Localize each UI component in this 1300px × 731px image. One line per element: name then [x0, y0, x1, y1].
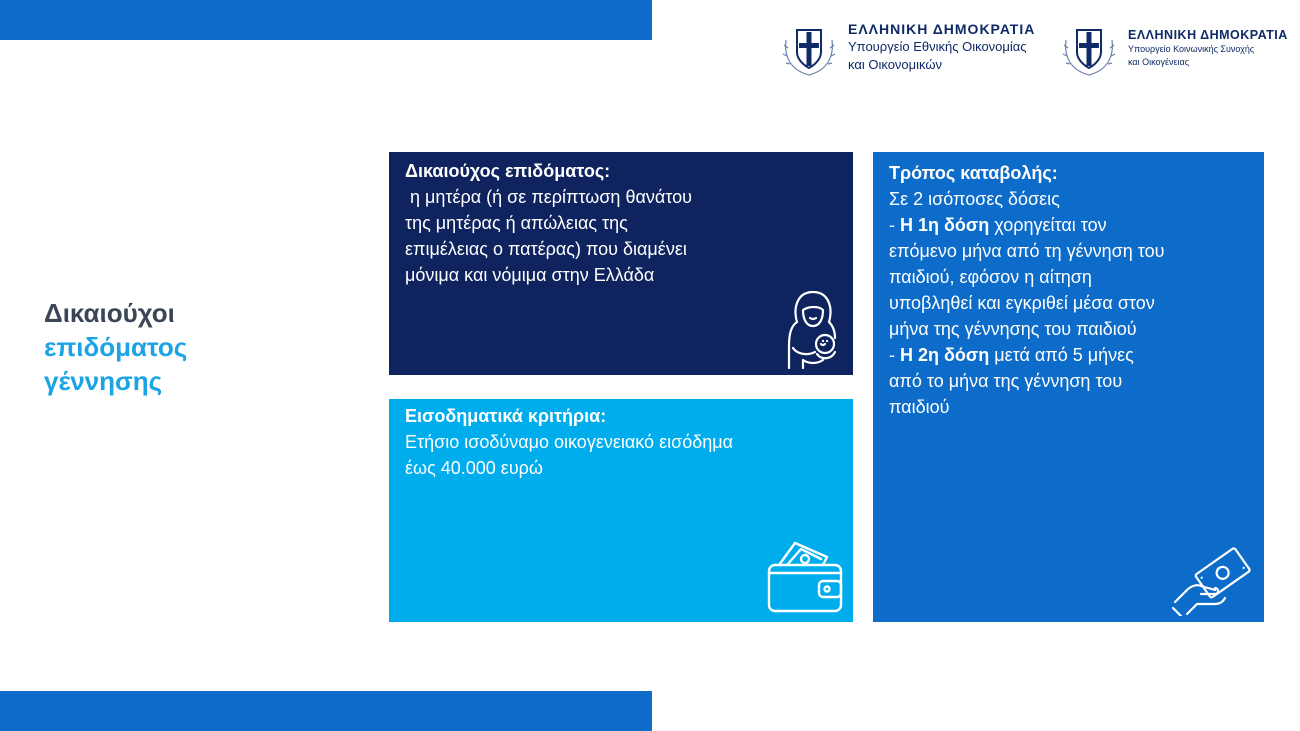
bottom-accent-bar	[0, 691, 652, 731]
first-installment-text: χορηγείται τον	[989, 215, 1107, 235]
first-installment-label: Η 1η δόση	[900, 215, 990, 235]
second-prefix: -	[889, 345, 900, 365]
page-title	[44, 296, 187, 398]
title-line-3: γέννησης	[44, 366, 163, 396]
logo1-country: ΕΛΛΗΝΙΚΗ ΔΗΜΟΚΡΑΤΙΑ	[848, 21, 1036, 37]
payment-method-card	[873, 152, 1264, 622]
beneficiary-card	[389, 152, 853, 375]
income-criteria-card	[389, 399, 853, 622]
income-title: Εισοδηματικά κριτήρια:	[405, 406, 607, 426]
beneficiary-line: μόνιμα και νόμιμα στην Ελλάδα	[405, 265, 655, 285]
first-prefix: -	[889, 215, 900, 235]
payment-line: μήνα της γέννησης του παιδιού	[889, 319, 1137, 339]
income-line: έως 40.000 ευρώ	[405, 458, 543, 478]
logo2-ministry-cont: και Οικογένειας	[1128, 57, 1190, 67]
logo1-ministry-cont: και Οικονομικών	[848, 57, 943, 72]
logo2-country: ΕΛΛΗΝΙΚΗ ΔΗΜΟΚΡΑΤΙΑ	[1128, 28, 1288, 42]
payment-line: επόμενο μήνα από τη γέννηση του	[889, 241, 1165, 261]
beneficiary-line: επιμέλειας ο πατέρας) που διαμένει	[405, 239, 687, 259]
ministry-economy-logo	[780, 18, 1035, 78]
hand-money-icon	[1171, 544, 1255, 616]
top-accent-bar	[0, 0, 652, 40]
payment-title: Τρόπος καταβολής:	[889, 163, 1058, 183]
title-line-1: Δικαιούχοι	[44, 298, 175, 328]
payment-line: παιδιού, εφόσον η αίτηση	[889, 267, 1092, 287]
beneficiary-title: Δικαιούχος επιδόματος:	[405, 161, 611, 181]
logo2-ministry: Υπουργείο Κοινωνικής Συνοχής	[1128, 44, 1255, 54]
greek-emblem-icon	[1060, 18, 1118, 78]
beneficiary-line: της μητέρας ή απώλειας της	[405, 213, 628, 233]
payment-first-installment	[889, 212, 1248, 238]
second-installment-label: Η 2η δόση	[900, 345, 990, 365]
mother-baby-icon	[783, 288, 843, 370]
payment-second-installment	[889, 342, 1248, 368]
second-installment-text: μετά από 5 μήνες	[989, 345, 1134, 365]
beneficiary-line: η μητέρα (ή σε περίπτωση θανάτου	[405, 187, 692, 207]
income-line: Ετήσιο ισοδύναμο οικογενειακό εισόδημα	[405, 432, 734, 452]
greek-emblem-icon	[780, 18, 838, 78]
payment-intro: Σε 2 ισόποσες δόσεις	[889, 189, 1060, 209]
payment-line: από το μήνα της γέννηση του	[889, 371, 1123, 391]
title-line-2: επιδόματος	[44, 332, 188, 362]
logo1-ministry: Υπουργείο Εθνικής Οικονομίας	[848, 39, 1027, 54]
payment-line: παιδιού	[889, 397, 950, 417]
wallet-icon	[765, 535, 847, 617]
ministry-social-logo	[1060, 18, 1288, 78]
payment-line: υποβληθεί και εγκριθεί μέσα στον	[889, 293, 1155, 313]
